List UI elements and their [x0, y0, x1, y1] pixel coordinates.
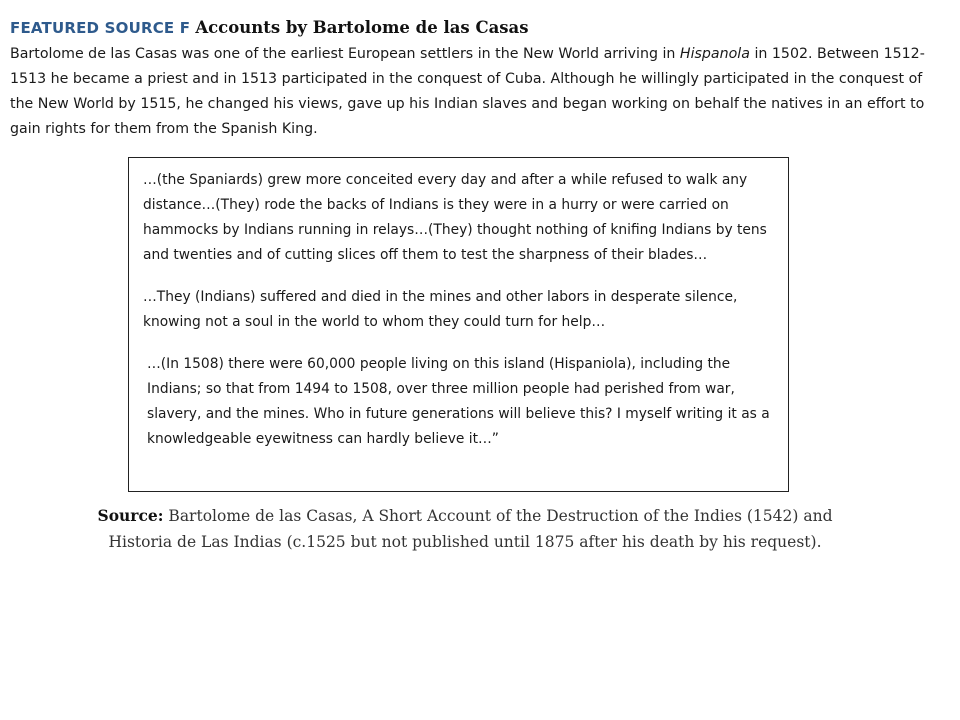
intro-place-italic: Hispanola: [679, 46, 750, 62]
quote-paragraph-1: …(the Spaniards) grew more conceited every day and after a while refused to walk any distance…(They) rode the backs of Indians is they were in a hurry or were carried on hammocks by Indians running in relays…(They) thought nothing of knifing Indians by tens and twenties and of cutting slices off them to test the sharpness of their blades…: [143, 172, 767, 263]
source-label: FEATURED SOURCE F: [10, 19, 191, 37]
intro-text: [10, 42, 940, 142]
quote-paragraph-2: …They (Indians) suffered and died in the mines and other labors in desperate silence, knowing not a soul in the world to whom they could turn for help…: [143, 289, 738, 330]
quote-box: [128, 157, 789, 492]
source-citation-text-1: Bartolome de las Casas, A Short Account of the Destruction of the Indies (1542) and: [163, 507, 833, 525]
source-citation-line-1: [40, 503, 890, 529]
source-citation: [40, 503, 890, 555]
intro-text-part1: Bartolome de las Casas was one of the earliest European settlers in the New World arriving in: [10, 46, 680, 62]
intro-text-part2: in 1502. Between 1512-1513 he became a priest and in 1513 participated in the conquest of Cuba. Although he willingly participated in the conquest of the New World by 1515, he changed his views, gave up his Indian slaves and began working on behalf the natives in an effort to gain rights for them from the Spanish King.: [10, 46, 925, 137]
source-citation-label: Source:: [97, 506, 164, 525]
quote-paragraph-3: …(In 1508) there were 60,000 people living on this island (Hispaniola), including the Indians; so that from 1494 to 1508, over three million people had perished from war, slavery, and the mines. Who in future generations will believe this? I myself writing it as a knowledgeable eyewitness can hardly believe it…”: [147, 356, 770, 447]
source-title: Accounts by Bartolome de las Casas: [195, 18, 529, 37]
source-citation-line-2: Historia de Las Indias (c.1525 but not published until 1875 after his death by his request).: [108, 533, 822, 551]
source-heading: [10, 16, 950, 40]
intro-paragraph: [10, 42, 940, 142]
